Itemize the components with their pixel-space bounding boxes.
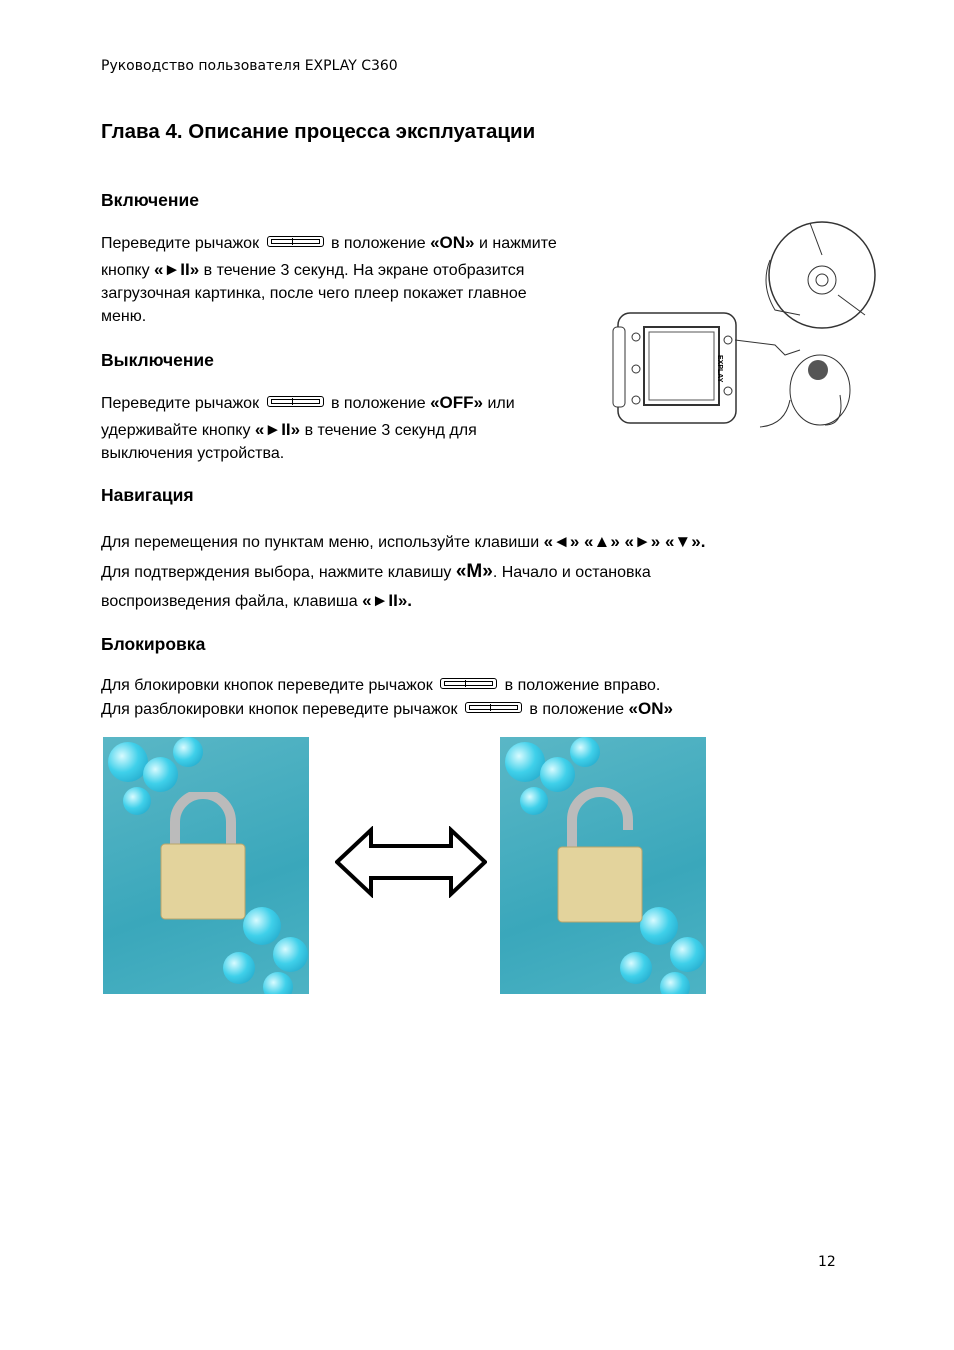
paragraph-line: [101, 261, 524, 279]
heading-navigation: Навигация: [101, 485, 194, 505]
paragraph-line: меню.: [101, 308, 147, 325]
text: . Начало и остановка: [492, 564, 651, 581]
paragraph-line: [101, 700, 673, 718]
heading-power-off: Выключение: [101, 350, 214, 370]
text: Переведите рычажок: [101, 235, 260, 252]
paragraph-line: [101, 678, 660, 694]
paragraph-line: загрузочная картинка, после чего плеер покажет главное: [101, 285, 527, 302]
text: в течение 3 секунд для: [304, 422, 477, 439]
double-arrow-icon: [335, 826, 487, 898]
chapter-title: Глава 4. Описание процесса эксплуатации: [101, 120, 536, 143]
locked-padlock-image: [103, 737, 309, 994]
paragraph-line: [101, 394, 515, 412]
play-pause-key: «►II»: [154, 260, 200, 279]
arrow-keys: «◄» «▲» «►» «▼».: [543, 532, 706, 551]
page-number: 12: [818, 1254, 836, 1270]
text: «OFF»: [430, 393, 483, 412]
text: Для перемещения по пунктам меню, используйте клавиши: [101, 534, 540, 551]
paragraph-line: выключения устройства.: [101, 445, 285, 462]
heading-power-on: Включение: [101, 190, 199, 210]
text: в положение вправо.: [504, 677, 661, 694]
lever-icon: [465, 702, 522, 713]
lock-closed-icon: [158, 792, 248, 922]
paragraph-line: [101, 234, 557, 252]
lever-icon: [440, 678, 497, 689]
text: и нажмите: [478, 235, 557, 252]
text: в положение: [330, 395, 426, 412]
text: Для блокировки кнопок переведите рычажок: [101, 677, 433, 694]
running-header: Руководство пользователя EXPLAY C360: [101, 58, 398, 74]
text: Переведите рычажок: [101, 395, 260, 412]
svg-text:EXPLAY: EXPLAY: [716, 355, 723, 383]
play-pause-key: «►II».: [362, 591, 413, 610]
paragraph-line: [101, 533, 705, 551]
paragraph-line: [101, 421, 477, 439]
text: в положение: [330, 235, 426, 252]
text: Для подтверждения выбора, нажмите клавишу: [101, 564, 452, 581]
paragraph-line: [101, 562, 651, 581]
play-pause-key: «►II»: [254, 420, 301, 439]
lever-icon: [267, 236, 324, 247]
text: «ON»: [430, 233, 475, 252]
unlocked-padlock-image: [500, 737, 706, 994]
heading-lock: Блокировка: [101, 634, 206, 654]
text: «ON»: [628, 699, 673, 718]
paragraph-line: [101, 592, 412, 610]
menu-key: «M»: [455, 561, 493, 582]
device-illustration: [610, 215, 880, 435]
text: удерживайте кнопку: [101, 422, 251, 439]
text: в положение: [529, 701, 625, 718]
text: или: [487, 395, 515, 412]
text: Для разблокировки кнопок переведите рычажок: [101, 701, 458, 718]
text: кнопку: [101, 262, 150, 279]
text: в течение 3 секунд. На экране отобразится: [203, 262, 525, 279]
lock-open-icon: [555, 785, 645, 925]
text: воспроизведения файла, клавиша: [101, 593, 358, 610]
lever-icon: [267, 396, 324, 407]
